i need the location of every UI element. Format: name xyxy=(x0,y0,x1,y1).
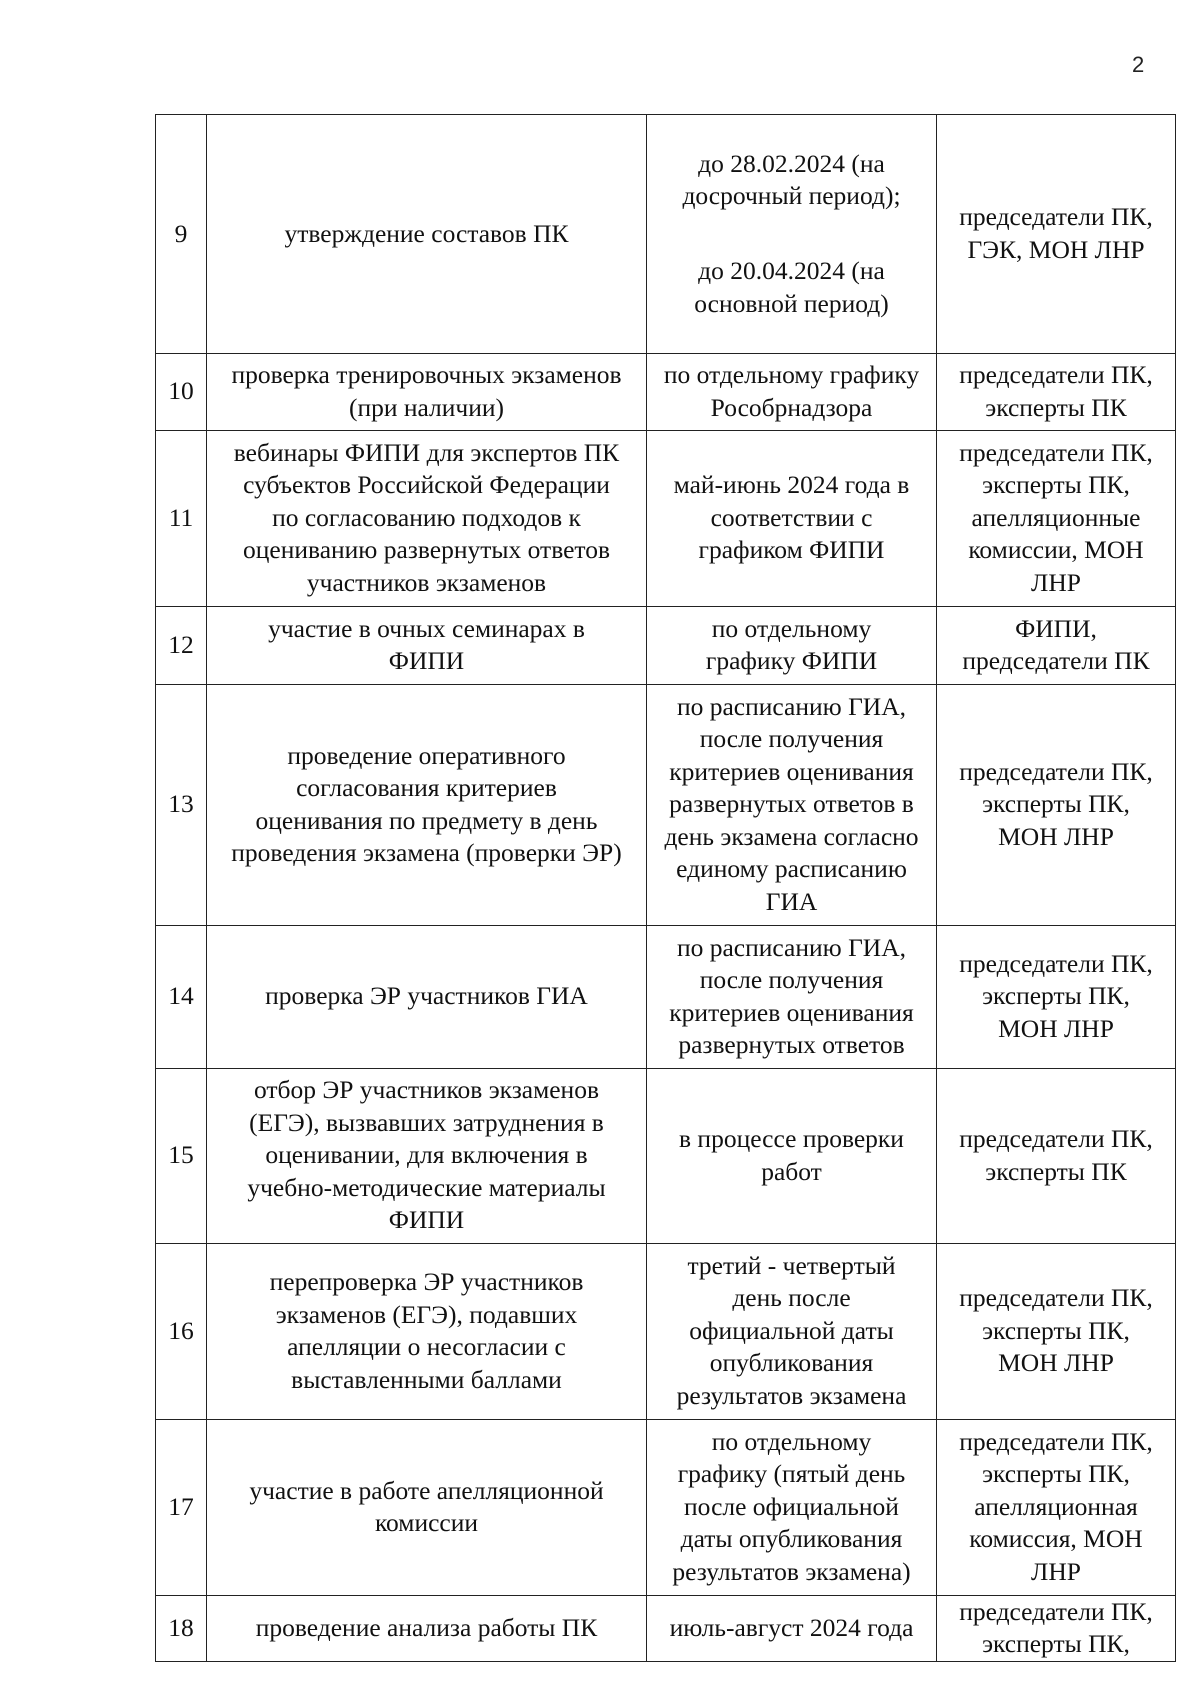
responsible-cell: председатели ПК, эксперты ПК, xyxy=(937,1595,1176,1661)
activity-cell: перепроверка ЭР участников экзаменов (ЕГЭ), подавших апелляции о несогласии с выставленными баллами xyxy=(207,1243,647,1419)
responsible-cell: председатели ПК, ГЭК, МОН ЛНР xyxy=(937,115,1176,354)
term-cell: по расписанию ГИА, после получения критериев оценивания развернутых ответов xyxy=(647,925,937,1068)
table-row xyxy=(156,925,1176,1068)
responsible-cell: председатели ПК, эксперты ПК, апелляционная комиссия, МОН ЛНР xyxy=(937,1419,1176,1595)
term-cell: июль-август 2024 года xyxy=(647,1595,937,1661)
row-number: 11 xyxy=(156,430,207,606)
table-row xyxy=(156,430,1176,606)
term-cell: по отдельному графику Рособрнадзора xyxy=(647,353,937,430)
responsible-cell: председатели ПК, эксперты ПК, МОН ЛНР xyxy=(937,1243,1176,1419)
term-cell: третий - четвертый день после официальной даты опубликования результатов экзамена xyxy=(647,1243,937,1419)
table-row xyxy=(156,1419,1176,1595)
responsible-cell: председатели ПК, эксперты ПК, МОН ЛНР xyxy=(937,684,1176,925)
table-row xyxy=(156,1068,1176,1243)
responsible-cell: председатели ПК, эксперты ПК xyxy=(937,1068,1176,1243)
table-row xyxy=(156,1243,1176,1419)
table-row xyxy=(156,115,1176,354)
row-number: 10 xyxy=(156,353,207,430)
responsible-cell: ФИПИ, председатели ПК xyxy=(937,606,1176,684)
row-number: 13 xyxy=(156,684,207,925)
page-number: 2 xyxy=(1132,52,1145,77)
term-cell: по отдельному графику (пятый день после официальной даты опубликования результатов экзамена) xyxy=(647,1419,937,1595)
table-row xyxy=(156,684,1176,925)
activity-cell: проведение оперативного согласования критериев оценивания по предмету в день проведения экзамена (проверки ЭР) xyxy=(207,684,647,925)
row-number: 15 xyxy=(156,1068,207,1243)
row-number: 16 xyxy=(156,1243,207,1419)
responsible-cell: председатели ПК, эксперты ПК, апелляционные комиссии, МОН ЛНР xyxy=(937,430,1176,606)
activity-cell: проведение анализа работы ПК xyxy=(207,1595,647,1661)
term-cell: по расписанию ГИА, после получения критериев оценивания развернутых ответов в день экзамена согласно единому расписанию ГИА xyxy=(647,684,937,925)
activity-cell: отбор ЭР участников экзаменов (ЕГЭ), вызвавших затруднения в оценивании, для включения в учебно-методические материалы ФИПИ xyxy=(207,1068,647,1243)
term-cell: май-июнь 2024 года в соответствии с графиком ФИПИ xyxy=(647,430,937,606)
activity-cell: участие в работе апелляционной комиссии xyxy=(207,1419,647,1595)
activity-cell: проверка ЭР участников ГИА xyxy=(207,925,647,1068)
row-number: 18 xyxy=(156,1595,207,1661)
row-number: 14 xyxy=(156,925,207,1068)
activity-cell: утверждение составов ПК xyxy=(207,115,647,354)
row-number: 17 xyxy=(156,1419,207,1595)
table-row xyxy=(156,1595,1176,1661)
table-row xyxy=(156,353,1176,430)
activity-cell: участие в очных семинарах в ФИПИ xyxy=(207,606,647,684)
responsible-cell: председатели ПК, эксперты ПК, МОН ЛНР xyxy=(937,925,1176,1068)
activity-cell: вебинары ФИПИ для экспертов ПК субъектов Российской Федерации по согласованию подходов к оцениванию развернутых ответов участников экзаменов xyxy=(207,430,647,606)
activity-cell: проверка тренировочных экзаменов (при наличии) xyxy=(207,353,647,430)
term-cell: в процессе проверки работ xyxy=(647,1068,937,1243)
schedule-table xyxy=(155,114,1176,1662)
term-cell xyxy=(647,115,937,354)
term-part: до 20.04.2024 (на основной период) xyxy=(694,256,889,318)
term-part: до 28.02.2024 (на досрочный период); xyxy=(682,148,901,210)
term-cell: по отдельному графику ФИПИ xyxy=(647,606,937,684)
table-row xyxy=(156,606,1176,684)
row-number: 12 xyxy=(156,606,207,684)
responsible-cell: председатели ПК, эксперты ПК xyxy=(937,353,1176,430)
row-number: 9 xyxy=(156,115,207,354)
